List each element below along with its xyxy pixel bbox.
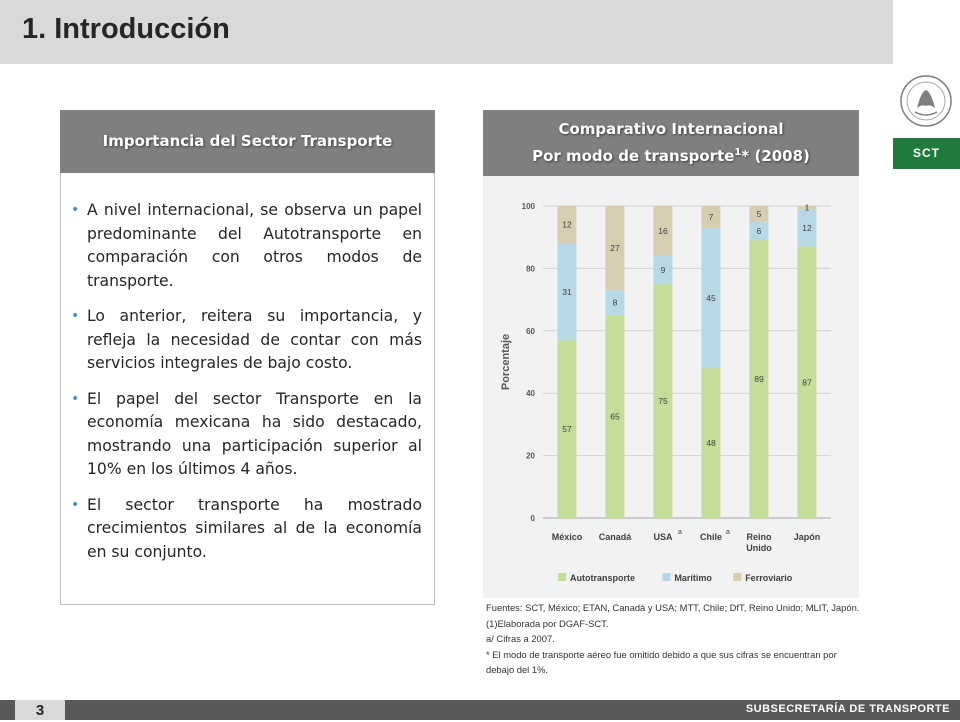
bullet-list: [87, 199, 422, 564]
note-line: (1)Elaborada por DGAF-SCT.: [486, 617, 609, 629]
data-label: 9: [660, 264, 666, 275]
y-tick-label: 40: [526, 389, 535, 399]
eagle-seal-icon: [893, 64, 960, 138]
source-notes: [486, 600, 866, 678]
x-tick-label: Canadá: [598, 532, 632, 542]
data-label: 12: [562, 219, 572, 230]
data-label: 89: [754, 374, 764, 385]
bullet-item: • El sector transporte ha mostrado crecimientos similares al de la economía en su conjunto.: [87, 494, 422, 565]
legend-label: Autotransporte: [570, 573, 635, 583]
sct-logo: SCT: [893, 138, 960, 169]
footnote-mark: a: [678, 529, 682, 536]
bullet-item: • El papel del sector Transporte en la economía mexicana ha sido destacado, mostrando una participación superior al 10% en los últimos 4 años.: [87, 388, 422, 482]
legend-swatch: [733, 573, 741, 581]
x-tick-label: Japón: [793, 532, 821, 542]
data-label: 16: [658, 225, 668, 236]
data-label: 48: [706, 438, 716, 449]
data-label: 6: [756, 225, 762, 236]
y-axis-label: Porcentaje: [500, 333, 512, 391]
x-tick-label: Chile: [699, 532, 723, 542]
data-label: 65: [610, 411, 620, 422]
legend-label: Marítimo: [674, 573, 712, 583]
y-tick-label: 60: [526, 326, 535, 336]
chart-heading-suffix: * (2008): [741, 147, 810, 165]
data-label: 7: [708, 211, 714, 222]
legend-swatch: [558, 573, 566, 581]
x-tick-label: México: [551, 532, 583, 542]
data-label: 75: [658, 396, 668, 406]
footer-org: SUBSECRETARÍA DE TRANSPORTE: [745, 703, 950, 715]
stacked-bar-chart: [483, 176, 859, 598]
chart-heading-text: Por modo de transporte: [532, 147, 735, 165]
data-label: 5: [756, 208, 762, 219]
note-line: Fuentes: SCT, México; ETAN, Canadá y USA; MTT, Chile; DfT, Reino Unido; MLIT, Japón.: [486, 602, 860, 613]
data-label: 31: [562, 286, 572, 297]
legend-swatch: [662, 573, 670, 581]
legend-label: Ferroviario: [745, 573, 793, 583]
y-tick-label: 80: [526, 264, 535, 274]
y-tick-label: 20: [526, 451, 535, 461]
page-number: 3: [15, 700, 65, 720]
data-label: 27: [610, 243, 620, 254]
data-label: 12: [802, 222, 812, 233]
chart-heading-line2: [483, 141, 859, 168]
bullet-item: • A nivel internacional, se observa un papel predominante del Autotransporte en comparación con otros modos de transporte.: [87, 199, 422, 293]
data-label: 45: [706, 293, 716, 304]
left-panel-heading: Importancia del Sector Transporte: [60, 110, 435, 173]
bullet-item: • Lo anterior, reitera su importancia, y refleja la necesidad de contar con más servicios integrales de bajo costo.: [87, 305, 422, 376]
x-tick-label: USA: [653, 532, 673, 542]
left-panel-body: [60, 173, 435, 605]
chart-heading-sup: 1: [734, 147, 742, 158]
chart-heading-line1: Comparativo Internacional: [558, 120, 784, 138]
x-tick-label: Unido: [746, 543, 772, 553]
footnote-mark: a: [726, 529, 730, 536]
page-title: 1. Introducción: [22, 13, 230, 45]
data-label: 87: [802, 377, 812, 388]
data-label: 1: [804, 202, 810, 213]
note-line: a/ Cifras a 2007.: [486, 633, 555, 644]
y-tick-label: 0: [530, 514, 535, 523]
x-tick-label: Reino: [746, 532, 772, 542]
y-tick-label: 100: [521, 202, 535, 211]
data-label: 8: [612, 297, 618, 308]
right-panel-heading: [483, 110, 859, 176]
chart-area: [483, 176, 859, 598]
data-label: 57: [562, 424, 572, 435]
note-line: * El modo de transporte aéreo fue omitido debido a que sus cifras se encuentran por debajo del 1%.: [486, 648, 837, 675]
